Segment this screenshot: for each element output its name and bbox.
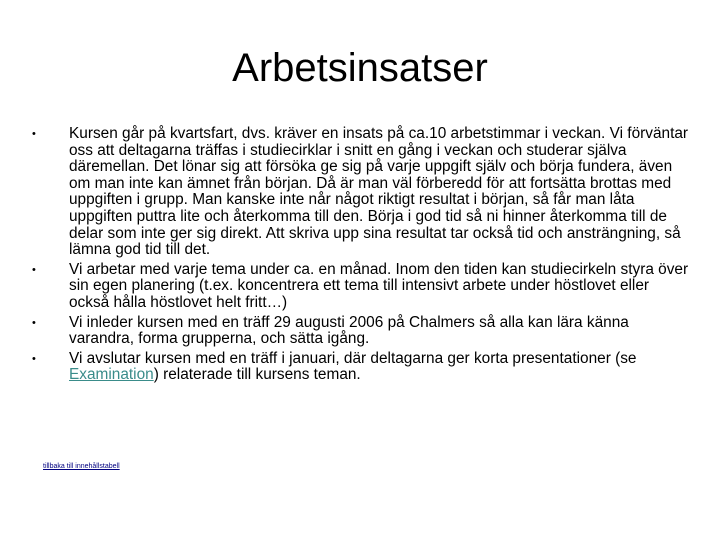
bullet-list xyxy=(32,126,692,387)
back-to-contents-link[interactable]: tillbaka till innehållstabell xyxy=(43,463,120,470)
bullet-dot-icon: • xyxy=(32,316,36,329)
bullet-item-workload xyxy=(32,126,692,259)
bullet-item-kickoff xyxy=(32,315,692,348)
bullet-text-before-link: Vi avslutar kursen med en träff i januari, där deltagarna ger korta presentationer (se xyxy=(69,349,637,367)
bullet-dot-icon: • xyxy=(32,263,36,276)
examination-link[interactable]: Examination xyxy=(69,366,154,384)
bullet-text: Vi arbetar med varje tema under ca. en månad. Inom den tiden kan studiecirkeln styra över sin egen planering (t.ex. koncentrera ett tema till intensivt arbete under höstlovet eller också hålla höstlovet helt fritt…) xyxy=(69,260,689,311)
bullet-text: Kursen går på kvartsfart, dvs. kräver en insats på ca.10 arbetstimmar i veckan. Vi förväntar oss att deltagarna träffas i studiecirklar i snitt en gång i veckan och studerar själva däremellan. Det lönar sig att försöka ge sig på varje uppgift själv och börja fundera, även om man inte kan ämnet från början. Då är man väl förberedd för att fortsätta brottas med uppgiften i grupp. Man kanske inte når något riktigt resultat i början, så får man låta uppgiften puttra lite och återkomma till den. Börja i god tid så ni hinner återkomma till de delar som inte ger sig direkt. Att skriva upp sina resultat tar också tid och ansträngning, så lämna god tid till det. xyxy=(69,125,689,259)
bullet-item-closing xyxy=(32,351,692,384)
bullet-dot-icon: • xyxy=(32,352,36,365)
slide-title: Arbetsinsatser xyxy=(232,46,488,90)
bullet-text-after-link: ) relaterade till kursens teman. xyxy=(153,366,361,384)
bullet-text xyxy=(69,350,636,384)
bullet-item-themes xyxy=(32,262,692,312)
bullet-dot-icon: • xyxy=(32,128,36,140)
bullet-text: Vi inleder kursen med en träff 29 augusti 2006 på Chalmers så alla kan lära känna varandra, forma grupperna, och sätta igång. xyxy=(69,313,629,348)
